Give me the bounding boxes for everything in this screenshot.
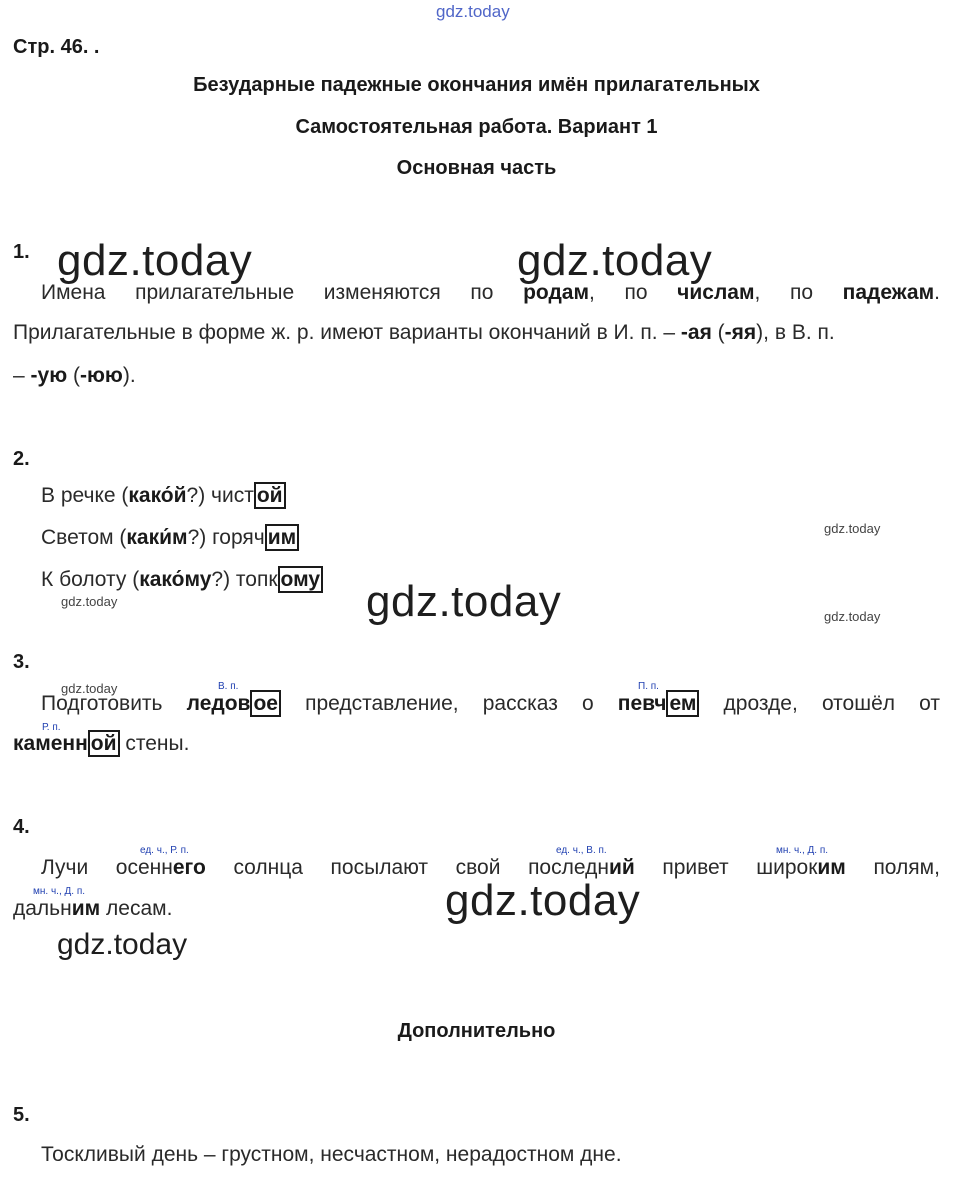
- text-fragment: ?) горяч: [187, 526, 265, 549]
- page-reference: Стр. 46. .: [13, 36, 100, 58]
- ending: -ую: [30, 364, 68, 387]
- ending: -юю: [79, 364, 123, 387]
- text-fragment: Имена прилагательные изменяются по: [41, 281, 494, 304]
- task2-row-2: [41, 527, 299, 548]
- text-fragment: дрозде,: [723, 692, 798, 715]
- text-fragment: посылают: [330, 856, 429, 879]
- ending: им: [71, 897, 101, 920]
- ending: его: [172, 856, 206, 879]
- watermark-small: gdz.today: [61, 681, 118, 696]
- page-title: Безударные падежные окончания имён прилагательных: [193, 74, 760, 96]
- text-fragment: отошёл: [821, 692, 896, 715]
- ending-box: ое: [250, 690, 281, 717]
- text-fragment: , по: [589, 281, 648, 304]
- text-fragment: лесам.: [106, 897, 173, 920]
- text-fragment: привет: [662, 856, 729, 879]
- question-word: како́му: [139, 568, 212, 591]
- task1-line-2: [13, 322, 835, 343]
- text-fragment: рассказ: [482, 692, 558, 715]
- case-label: мн. ч., Д. п.: [33, 886, 86, 897]
- task1-line-1: [41, 281, 940, 305]
- task-number-2: 2.: [13, 448, 30, 470]
- text-fragment: , по: [754, 281, 814, 304]
- task3-line-2: [13, 733, 189, 754]
- text-fragment: полям,: [873, 856, 940, 879]
- text-fragment: (: [717, 321, 725, 344]
- watermark-big: gdz.today: [57, 236, 253, 285]
- watermark-big: gdz.today: [445, 876, 641, 925]
- text-fragment: ?) топк: [211, 568, 278, 591]
- word-stem: широк: [756, 856, 818, 879]
- question-word: како́й: [128, 484, 187, 507]
- case-label: ед. ч., Р. п.: [140, 845, 189, 856]
- task2-row-1: [41, 485, 286, 506]
- page-subtitle: Самостоятельная работа. Вариант 1: [295, 116, 658, 138]
- task-number-4: 4.: [13, 816, 30, 838]
- task-number-1: 1.: [13, 241, 30, 263]
- case-label: В. п.: [218, 681, 239, 692]
- keyword: числам: [677, 281, 755, 304]
- word-stem: ледов: [186, 692, 251, 715]
- task4-line-2: [13, 898, 172, 919]
- case-label: Р. п.: [42, 722, 61, 733]
- word-stem: дальн: [13, 897, 72, 920]
- text-fragment: К болоту (: [41, 568, 140, 591]
- ending-box: ому: [278, 566, 324, 593]
- text-fragment: солнца: [233, 856, 303, 879]
- text-fragment: Подготовить: [41, 692, 163, 715]
- text-fragment: Прилагательные в форме ж. р. имеют варианты окончаний в И. п. –: [13, 321, 676, 344]
- ending-box: им: [265, 524, 299, 551]
- task2-row-3: [41, 569, 323, 590]
- task3-line-1: [41, 692, 940, 716]
- ending-box: ем: [666, 690, 699, 717]
- text-fragment: от: [919, 692, 940, 715]
- text-fragment: ?) чист: [186, 484, 254, 507]
- ending: ий: [608, 856, 635, 879]
- text-fragment: ).: [122, 364, 136, 387]
- text-fragment: свой: [455, 856, 501, 879]
- question-word: каки́м: [126, 526, 188, 549]
- task-number-3: 3.: [13, 651, 30, 673]
- task5-line: Тоскливый день – грустном, несчастном, нерадостном дне.: [41, 1143, 622, 1166]
- task1-line-3: [13, 365, 136, 386]
- watermark-big: gdz.today: [517, 236, 713, 285]
- section-heading-main: Основная часть: [396, 157, 557, 179]
- task-number-5: 5.: [13, 1104, 30, 1126]
- watermark-small: gdz.today: [61, 594, 118, 609]
- text-fragment: –: [13, 364, 25, 387]
- ending: -яя: [724, 321, 757, 344]
- watermark-small: gdz.today: [824, 609, 881, 624]
- keyword: родам: [523, 281, 590, 304]
- word-stem: певч: [617, 692, 667, 715]
- text-fragment: В речке (: [41, 484, 129, 507]
- case-label: мн. ч., Д. п.: [776, 845, 829, 856]
- ending: им: [817, 856, 846, 879]
- text-fragment: стены.: [125, 732, 190, 755]
- watermark-big: gdz.today: [366, 577, 562, 626]
- ending-box: ой: [88, 730, 120, 757]
- case-label: ед. ч., В. п.: [556, 845, 607, 856]
- word-stem: осенн: [115, 856, 173, 879]
- watermark-top: gdz.today: [436, 2, 510, 21]
- keyword: падежам: [842, 281, 935, 304]
- text-fragment: Светом (: [41, 526, 127, 549]
- case-label: П. п.: [638, 681, 659, 692]
- text-fragment: о: [581, 692, 594, 715]
- ending-box: ой: [254, 482, 286, 509]
- ending: -ая: [680, 321, 712, 344]
- text-fragment: представление,: [305, 692, 459, 715]
- word-stem: каменн: [13, 732, 88, 755]
- watermark-medium: gdz.today: [57, 928, 188, 961]
- word-stem: последн: [528, 856, 609, 879]
- text-fragment: Лучи: [41, 856, 89, 879]
- watermark-small: gdz.today: [824, 521, 881, 536]
- text-fragment: (: [72, 364, 80, 387]
- text-fragment: ), в В. п.: [756, 321, 835, 344]
- section-heading-extra: Дополнительно: [397, 1020, 556, 1042]
- text-fragment: .: [934, 281, 940, 304]
